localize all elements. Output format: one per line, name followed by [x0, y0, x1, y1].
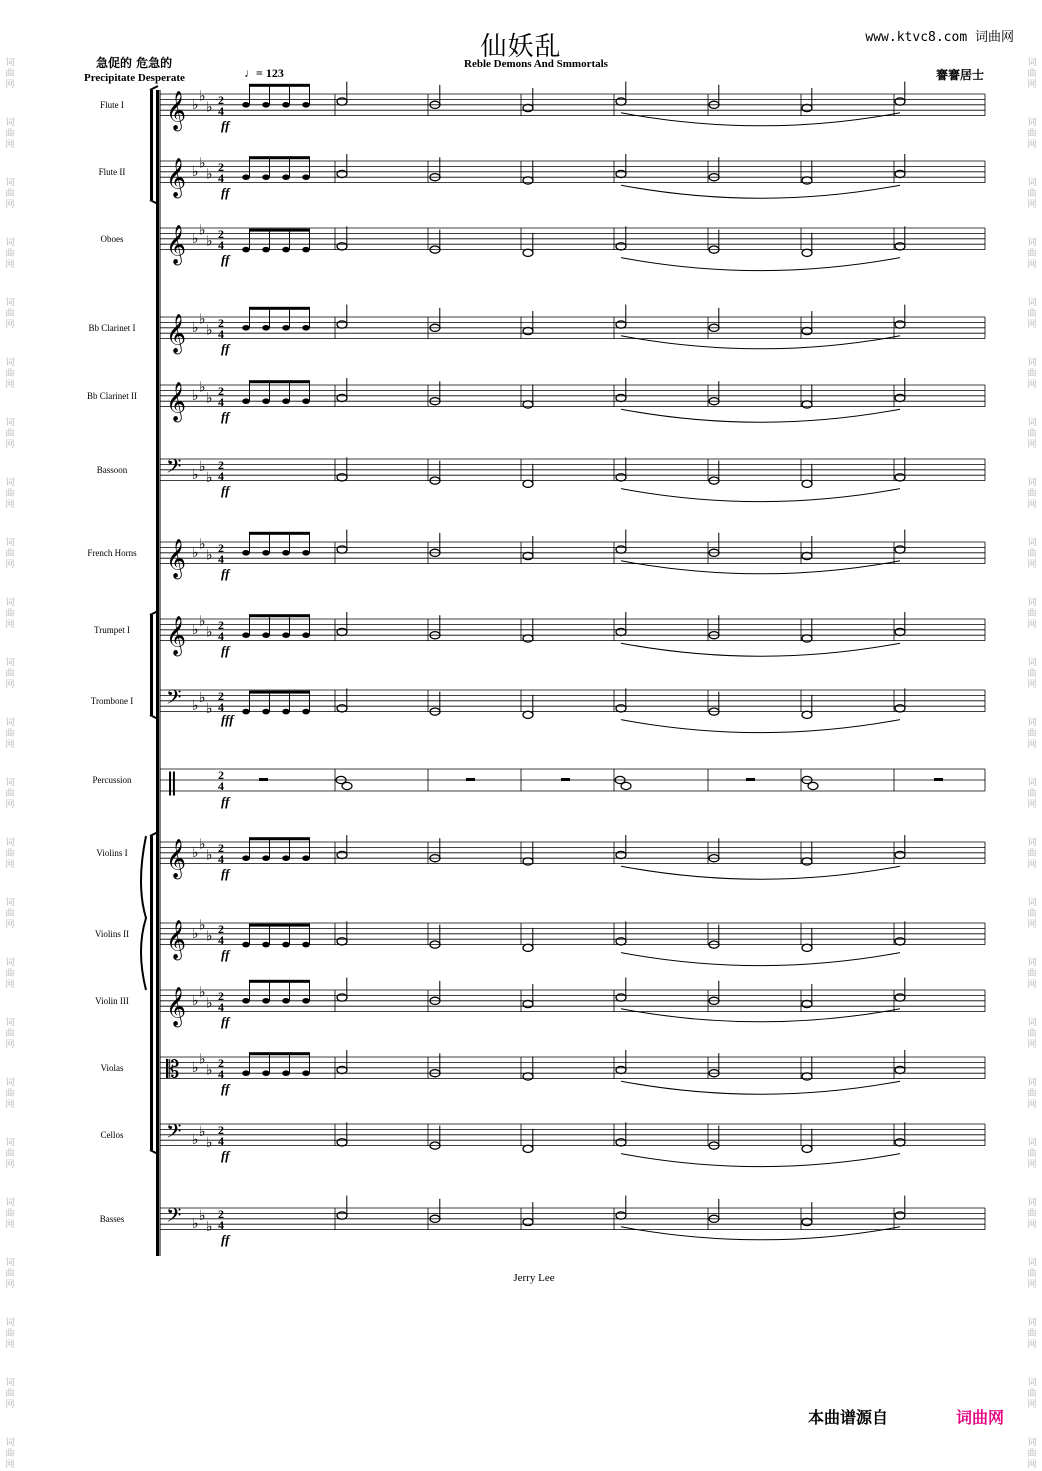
watermark-glyphs: 词 曲 网 [1027, 178, 1037, 210]
note-head [242, 709, 250, 715]
watermark-glyphs: 词 曲 网 [1027, 1378, 1037, 1410]
beam [249, 532, 310, 535]
time-signature-top: 2 [218, 226, 224, 241]
watermark-glyphs: 词 曲 网 [5, 358, 15, 390]
slur [621, 258, 900, 271]
flat-icon: ♭ [192, 319, 199, 336]
tempo-english: Precipitate Desperate [84, 72, 185, 84]
dynamic-marking: ff [221, 566, 230, 581]
flat-icon: ♭ [206, 322, 213, 339]
flat-icon: ♭ [199, 459, 206, 476]
instrument-label: Bassoon [96, 465, 128, 475]
time-signature-bottom: 4 [218, 1066, 224, 1081]
note-head [282, 102, 290, 108]
time-signature-bottom: 4 [218, 851, 224, 866]
time-signature-top: 2 [218, 540, 224, 555]
note-head [242, 325, 250, 331]
watermark-glyphs: 词 曲 网 [1027, 538, 1037, 570]
time-signature-bottom: 4 [218, 394, 224, 409]
time-signature-top: 2 [218, 1055, 224, 1070]
time-signature-top: 2 [218, 159, 224, 174]
note-head [282, 709, 290, 715]
rest-icon [259, 778, 268, 781]
rest-icon [934, 778, 943, 781]
flat-icon: ♭ [192, 544, 199, 561]
note-head [242, 247, 250, 253]
watermark-glyphs: 词 曲 网 [1027, 898, 1037, 930]
instrument-label: Basses [99, 1214, 125, 1224]
slur [621, 866, 900, 879]
note-head [808, 782, 818, 789]
note-head [802, 944, 812, 951]
note-head [302, 247, 310, 253]
time-signature-bottom: 4 [218, 551, 224, 566]
note-head [302, 398, 310, 404]
watermark-glyphs: 词 曲 网 [5, 118, 15, 150]
instrument-label: Violins I [96, 848, 128, 858]
tempo-chinese: 急促的 危急的 [96, 56, 173, 70]
flat-icon: ♭ [206, 1134, 213, 1151]
note-head [262, 102, 270, 108]
note-head [282, 855, 290, 861]
watermark-glyphs: 词 曲 网 [5, 538, 15, 570]
time-signature-top: 2 [218, 921, 224, 936]
time-signature-bottom: 4 [218, 999, 224, 1014]
source-label: 本曲谱源自 [808, 1408, 889, 1427]
rest-icon [561, 778, 570, 781]
time-signature-bottom: 4 [218, 103, 224, 118]
slur [621, 561, 900, 574]
flat-icon: ♭ [206, 1062, 213, 1079]
note-head [262, 174, 270, 180]
note-head [262, 855, 270, 861]
time-signature-bottom: 4 [218, 628, 224, 643]
note-head [282, 942, 290, 948]
note-head [262, 1070, 270, 1076]
note-head [262, 550, 270, 556]
note-head [523, 711, 533, 718]
watermark-glyphs: 词 曲 网 [1027, 598, 1037, 630]
time-signature-top: 2 [218, 617, 224, 632]
watermark-glyphs: 词 曲 网 [5, 1018, 15, 1050]
arranger-name: Jerry Lee [513, 1272, 555, 1284]
watermark-glyphs: 词 曲 网 [5, 178, 15, 210]
flat-icon: ♭ [206, 847, 213, 864]
flat-icon: ♭ [206, 166, 213, 183]
slur [621, 643, 900, 656]
watermark-glyphs: 词 曲 网 [1027, 1078, 1037, 1110]
flat-icon: ♭ [192, 230, 199, 247]
slur [621, 1154, 900, 1167]
bracket-hook [150, 86, 158, 90]
bass-clef-icon: 𝄢 [166, 454, 182, 483]
watermark-glyphs: 词 曲 网 [1027, 718, 1037, 750]
note-head [262, 709, 270, 715]
time-signature-top: 2 [218, 840, 224, 855]
flat-icon: ♭ [206, 469, 213, 486]
time-signature-top: 2 [218, 988, 224, 1003]
flat-icon: ♭ [192, 96, 199, 113]
time-signature-top: 2 [218, 1206, 224, 1221]
watermark-glyphs: 词 曲 网 [5, 658, 15, 690]
dynamic-marking: ff [221, 1232, 230, 1247]
time-signature-top: 2 [218, 1122, 224, 1137]
beam [249, 307, 310, 310]
note-head [282, 632, 290, 638]
watermark-glyphs: 词 曲 网 [1027, 958, 1037, 990]
instrument-label: Violin III [95, 996, 129, 1006]
flat-icon: ♭ [192, 992, 199, 1009]
note-head [302, 942, 310, 948]
flat-icon: ♭ [199, 1124, 206, 1141]
watermark-glyphs: 词 曲 网 [5, 1078, 15, 1110]
flat-icon: ♭ [199, 613, 206, 630]
watermark-glyphs: 词 曲 网 [1027, 1138, 1037, 1170]
flat-icon: ♭ [192, 1132, 199, 1149]
slur [621, 1081, 900, 1094]
flat-icon: ♭ [199, 379, 206, 396]
note-head [302, 1070, 310, 1076]
slur [621, 1009, 900, 1022]
flat-icon: ♭ [192, 1216, 199, 1233]
watermark-glyphs: 词 曲 网 [5, 58, 15, 90]
score-title: 仙妖乱 [480, 32, 562, 62]
note-head [302, 550, 310, 556]
watermark-glyphs: 词 曲 网 [5, 418, 15, 450]
flat-icon: ♭ [192, 1059, 199, 1076]
watermark-glyphs: 词 曲 网 [5, 778, 15, 810]
watermark-glyphs: 词 曲 网 [1027, 838, 1037, 870]
metronome-mark: ♩= 123 [244, 66, 284, 80]
beam [249, 84, 310, 87]
watermark-glyphs: 词 曲 网 [5, 1198, 15, 1230]
flat-icon: ♭ [192, 698, 199, 715]
dynamic-marking: ff [221, 483, 230, 498]
dynamic-marking: ff [221, 947, 230, 962]
slur [621, 113, 900, 126]
watermark-glyphs: 词 曲 网 [1027, 1318, 1037, 1350]
watermark-glyphs: 词 曲 网 [1027, 478, 1037, 510]
time-signature-top: 2 [218, 383, 224, 398]
flat-icon: ♭ [199, 88, 206, 105]
flat-icon: ♭ [199, 155, 206, 172]
note-head [282, 550, 290, 556]
note-head [802, 1145, 812, 1152]
note-head [282, 998, 290, 1004]
instrument-label: Oboes [100, 234, 124, 244]
note-head [262, 942, 270, 948]
site-name[interactable]: 词曲网 [974, 30, 1014, 45]
watermark-glyphs: 词 曲 网 [5, 898, 15, 930]
system-bracket [156, 90, 159, 1256]
dynamic-marking: ff [221, 409, 230, 424]
note-head [302, 174, 310, 180]
time-signature-top: 2 [218, 768, 224, 782]
note-head [302, 632, 310, 638]
slur [621, 336, 900, 349]
flat-icon: ♭ [206, 1218, 213, 1235]
note-head [523, 249, 533, 256]
flat-icon: ♭ [192, 621, 199, 638]
group-bracket [150, 836, 153, 1150]
flat-icon: ♭ [199, 311, 206, 328]
dynamic-marking: ff [221, 1081, 230, 1096]
watermark-glyphs: 词 曲 网 [5, 838, 15, 870]
watermark-glyphs: 词 曲 网 [1027, 358, 1037, 390]
watermark-glyphs: 词 曲 网 [5, 1438, 15, 1470]
dynamic-marking: ff [221, 1014, 230, 1029]
note-head [282, 398, 290, 404]
instrument-label: Flute II [98, 167, 126, 177]
note-head [342, 782, 352, 789]
dynamic-marking: ff [221, 252, 230, 267]
dynamic-marking: fff [221, 712, 234, 727]
time-signature-top: 2 [218, 457, 224, 472]
flat-icon: ♭ [199, 836, 206, 853]
note-head [302, 709, 310, 715]
time-signature-bottom: 4 [218, 237, 224, 252]
flat-icon: ♭ [206, 700, 213, 717]
treble-clef-icon: 𝄞 [166, 986, 187, 1027]
flat-icon: ♭ [199, 1051, 206, 1068]
watermark-glyphs: 词 曲 网 [1027, 1258, 1037, 1290]
flat-icon: ♭ [206, 390, 213, 407]
perc-clef-icon: ‖ [166, 768, 178, 796]
instrument-label: Violins II [94, 929, 130, 939]
watermark-glyphs: 词 曲 网 [1027, 1198, 1037, 1230]
beam [249, 156, 310, 159]
source-site-link[interactable]: 词曲网 [956, 1408, 1005, 1427]
flat-icon: ♭ [192, 163, 199, 180]
dynamic-marking: ff [221, 341, 230, 356]
instrument-label: Percussion [92, 775, 132, 785]
watermark-glyphs: 词 曲 网 [5, 1318, 15, 1350]
watermark-glyphs: 词 曲 网 [5, 478, 15, 510]
watermark-glyphs: 词 曲 网 [5, 1258, 15, 1290]
treble-clef-icon: 𝄞 [166, 224, 187, 265]
watermark-glyphs: 词 曲 网 [1027, 778, 1037, 810]
watermark-glyphs: 词 曲 网 [1027, 1438, 1037, 1470]
beam [249, 380, 310, 383]
bass-clef-icon: 𝄢 [166, 685, 182, 714]
note-head [802, 249, 812, 256]
watermark-glyphs: 词 曲 网 [5, 598, 15, 630]
brace [141, 836, 146, 990]
instrument-label: Bb Clarinet I [88, 323, 136, 333]
flat-icon: ♭ [192, 844, 199, 861]
slur [621, 1227, 900, 1240]
treble-clef-icon: 𝄞 [166, 615, 187, 656]
note-head [262, 325, 270, 331]
instrument-label: French Horns [87, 548, 137, 558]
instrument-label: Cellos [100, 1130, 124, 1140]
watermark-glyphs: 词 曲 网 [5, 958, 15, 990]
flat-icon: ♭ [206, 233, 213, 250]
flat-icon: ♭ [206, 99, 213, 116]
treble-clef-icon: 𝄞 [166, 90, 187, 131]
time-signature-bottom: 4 [218, 699, 224, 714]
note-head [302, 102, 310, 108]
watermark-glyphs: 词 曲 网 [1027, 118, 1037, 150]
score-subtitle: Reble Demons And Smmortals [464, 58, 608, 70]
beam [249, 1052, 310, 1055]
watermark-glyphs: 词 曲 网 [5, 718, 15, 750]
time-signature-top: 2 [218, 92, 224, 107]
watermark-glyphs: 词 曲 网 [1027, 58, 1037, 90]
slur [621, 409, 900, 422]
time-signature-top: 2 [218, 315, 224, 330]
slur [621, 489, 900, 502]
flat-icon: ♭ [206, 995, 213, 1012]
treble-clef-icon: 𝄞 [166, 838, 187, 879]
bass-clef-icon: 𝄢 [166, 1119, 182, 1148]
dynamic-marking: ff [221, 118, 230, 133]
flat-icon: ♭ [206, 928, 213, 945]
time-signature-bottom: 4 [218, 932, 224, 947]
flat-icon: ♭ [199, 1208, 206, 1225]
flat-icon: ♭ [192, 467, 199, 484]
slur [621, 185, 900, 198]
note-head [802, 480, 812, 487]
watermark-glyphs: 词 曲 网 [1027, 238, 1037, 270]
time-signature-bottom: 4 [218, 170, 224, 185]
time-signature-bottom: 4 [218, 468, 224, 483]
beam [249, 837, 310, 840]
note-head [262, 247, 270, 253]
note-head [262, 398, 270, 404]
note-head [242, 632, 250, 638]
time-signature-bottom: 4 [218, 1217, 224, 1232]
note-head [523, 944, 533, 951]
instrument-label: Violas [100, 1063, 124, 1073]
dynamic-marking: ff [221, 866, 230, 881]
flat-icon: ♭ [206, 547, 213, 564]
watermark-glyphs: 词 曲 网 [5, 1378, 15, 1410]
time-signature-top: 2 [218, 688, 224, 703]
note-head [302, 855, 310, 861]
beam [249, 691, 310, 694]
flat-icon: ♭ [199, 536, 206, 553]
beam [249, 980, 310, 983]
instrument-label: Trumpet I [94, 625, 130, 635]
treble-clef-icon: 𝄞 [166, 538, 187, 579]
flat-icon: ♭ [199, 690, 206, 707]
flat-icon: ♭ [192, 925, 199, 942]
bass-clef-icon: 𝄢 [166, 1203, 182, 1232]
treble-clef-icon: 𝄞 [166, 381, 187, 422]
flat-icon: ♭ [199, 984, 206, 1001]
note-head [262, 632, 270, 638]
instrument-label: Flute I [100, 100, 124, 110]
slur [621, 953, 900, 966]
treble-clef-icon: 𝄞 [166, 157, 187, 198]
watermark-glyphs: 词 曲 网 [5, 1138, 15, 1170]
dynamic-marking: ff [221, 185, 230, 200]
note-head [242, 855, 250, 861]
beam [249, 614, 310, 617]
dynamic-marking: ff [221, 1148, 230, 1163]
note-head [242, 174, 250, 180]
note-head [282, 174, 290, 180]
dynamic-marking: ff [221, 643, 230, 658]
treble-clef-icon: 𝄞 [166, 919, 187, 960]
note-head [242, 398, 250, 404]
instrument-label: Trombone I [90, 696, 134, 706]
flat-icon: ♭ [206, 624, 213, 641]
rest-icon [466, 778, 475, 781]
flat-icon: ♭ [199, 917, 206, 934]
note-head [302, 998, 310, 1004]
note-head [523, 1145, 533, 1152]
flat-icon: ♭ [199, 222, 206, 239]
watermark-glyphs: 词 曲 网 [1027, 658, 1037, 690]
note-head [802, 711, 812, 718]
dynamic-marking: ff [221, 794, 230, 809]
watermark-glyphs: 词 曲 网 [1027, 1018, 1037, 1050]
note-head [282, 247, 290, 253]
alto-clef-icon: 𝄡 [166, 1055, 180, 1084]
watermark-glyphs: 词 曲 网 [1027, 418, 1037, 450]
flat-icon: ♭ [192, 387, 199, 404]
time-signature-bottom: 4 [218, 1133, 224, 1148]
slur [621, 720, 900, 733]
treble-clef-icon: 𝄞 [166, 313, 187, 354]
note-head [242, 550, 250, 556]
watermark-glyphs: 词 曲 网 [5, 298, 15, 330]
watermark-glyphs: 词 曲 网 [5, 238, 15, 270]
group-bracket [150, 90, 153, 200]
note-head [242, 102, 250, 108]
instrument-label: Bb Clarinet II [87, 391, 137, 401]
note-head [262, 998, 270, 1004]
site-url[interactable]: www.ktvc8.com [865, 30, 968, 45]
rest-icon [746, 778, 755, 781]
note-head [242, 942, 250, 948]
note-head [302, 325, 310, 331]
beam [249, 229, 310, 232]
group-bracket [150, 615, 153, 715]
composer: 謇謇居士 [935, 68, 984, 82]
time-signature-bottom: 4 [218, 779, 224, 793]
note-head [621, 782, 631, 789]
note-head [523, 480, 533, 487]
watermark-glyphs: 词 曲 网 [1027, 298, 1037, 330]
beam [249, 924, 310, 927]
time-signature-bottom: 4 [218, 326, 224, 341]
note-head [242, 998, 250, 1004]
note-head [282, 325, 290, 331]
note-head [242, 1070, 250, 1076]
note-head [282, 1070, 290, 1076]
